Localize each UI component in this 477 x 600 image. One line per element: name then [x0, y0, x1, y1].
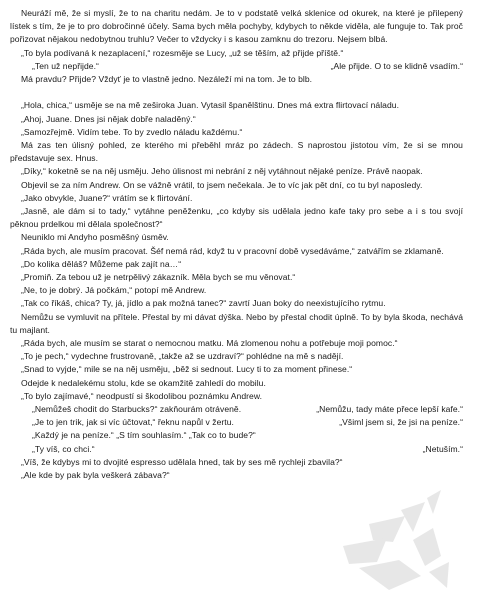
dialogue-pair: „Ten už nepřijde.“ „Ale přijde. O to se klidně vsadím.“	[32, 60, 463, 71]
dialogue-pair: „Každý je na peníze.“ „S tím souhlasím.“ „Tak co to bude?“	[32, 430, 256, 441]
paragraph: „Ahoj, Juane. Dnes jsi nějak dobře naladěný.“	[21, 113, 196, 124]
paragraph: Má pravdu? Přijde? Vždyť je to vlastně jedno. Nezáleží mi na tom. Je to blb.	[21, 74, 313, 85]
paragraph: „Jako obvykle, Juane?“ vrátím se k flirtování.	[21, 192, 193, 203]
paragraph: „Díky,“ koketně se na něj usměju. Jeho úlisnost mi nebrání z něj vytáhnout nějaké peníze. Právě naopak.	[21, 166, 423, 177]
paragraph: „Do kolika děláš? Můžeme pak zajít na…“	[21, 258, 182, 269]
paragraph: „Ale kde by pak byla veškerá zábava?“	[21, 470, 170, 481]
paragraph: Nemůžu se vymluvit na přítele. Přestal by mi dávat dýška. Nebo by přestal chodit úplně. To by byla škoda, nechává tu majlant.	[10, 311, 463, 335]
paragraph: „To bylo zajímavé,“ neodpustí si škodolibou poznámku Andrew.	[21, 390, 263, 401]
paragraph: „Ne, to je dobrý. Já počkám,“ potopí mě Andrew.	[21, 285, 207, 296]
dialogue-pair: „Ty víš, co chci.“ „Netuším.“	[32, 443, 463, 454]
paragraph: „Samozřejmě. Vidím tebe. To by zvedlo náladu každému.“	[21, 126, 243, 137]
paragraph: „To je pech,“ vydechne frustrovaně, „takže až se uzdraví?“ pohlédne na mě s nadějí.	[21, 351, 344, 362]
dialogue-pair: „Je to jen trik, jak si víc účtovat,“ řeknu napůl v žertu. „Všiml jsem si, že jsi na peníze.“	[32, 417, 463, 428]
paragraph: Neuniklo mi Andyho posměšný úsměv.	[21, 232, 169, 243]
paragraph: Neuráží mě, že si myslí, že to na charitu nedám. Je to v podstatě velká sklenice od okurek, na které je přilepený lístek s tím, že je to pro dobročinné účely. Sama bych měla pochyby, kdybych to někde viděla, ale funguje to. Tak proč pořizovat nějakou nedobytnou truhlu? Večer to vždycky i s kasou zamknu do trezoru. Nejsem blbá.	[10, 8, 463, 45]
paragraph: „Ráda bych, ale musím pracovat. Šéf nemá rád, když tu v pracovní době vysedáváme,“ zatvářím se zklamaně.	[21, 245, 444, 256]
paragraph: „Snad to vyjde,“ mile se na něj usměju, „běž si sednout. Lucy ti to za moment přinese.“	[21, 364, 353, 375]
paragraph: „Víš, že kdybys mi to dvojité espresso udělala hned, tak by ses mě rychleji zbavila?“	[21, 456, 343, 467]
paragraph: „Hola, chica,“ usměje se na mě zeširoka Juan. Vytasil španělštinu. Dnes má extra flirtovací náladu.	[21, 100, 400, 111]
paragraph: „Ráda bych, ale musím se starat o nemocnou matku. Má zlomenou nohu a potřebuje moji pomoc.“	[21, 338, 398, 349]
paragraph: „Tak co říkáš, chica? Ty, já, jídlo a pak možná tanec?“ zavrtí Juan boky do neexistujícího rytmu.	[21, 298, 386, 309]
paragraph: „To byla podívaná k nezaplacení,“ rozesměje se Lucy, „už se těším, až přijde příště.“	[21, 47, 344, 58]
dialogue-pair: „Nemůžeš chodit do Starbucks?“ zakňourám otráveně. „Nemůžu, tady máte přece lepší kafe.“	[32, 404, 463, 415]
paragraph: „Promiň. Za tebou už je netrpělivý zákazník. Měla bych se mu věnovat.“	[21, 272, 296, 283]
paragraph: Objevil se za ním Andrew. On se vážně vrátil, to jsem nečekala. Je to víc jak pět dní, co tu byl naposledy.	[21, 179, 423, 190]
paragraph: „Jasně, ale dám si to tady,“ vytáhne peněženku, „co kdyby sis udělala jedno kafe taky pro sebe a i s tou svojí pěknou prdelkou mi dělala společnost?“	[10, 206, 463, 230]
paragraph: Má zas ten úlisný pohled, ze kterého mi přeběhl mráz po zádech. S naprostou jistotou vím, že si se mnou představuje sex. Hnus.	[10, 140, 463, 164]
paragraph: Odejde k nedalekému stolu, kde se okamžitě zahledí do mobilu.	[21, 377, 266, 388]
